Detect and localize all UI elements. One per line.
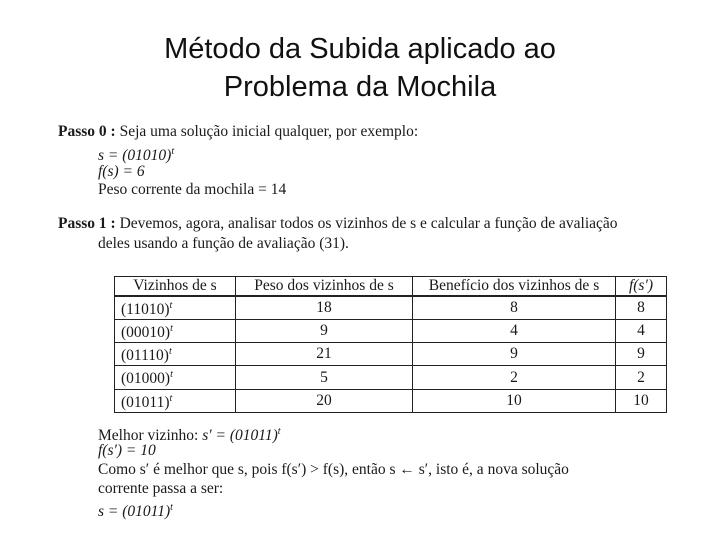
header-benefit: Benefício dos vizinhos de s [413, 277, 616, 297]
final-solution [98, 498, 173, 522]
step0-text: Seja uma solução inicial qualquer, por exemplo: [115, 123, 419, 140]
neighbor-sup: t [168, 346, 172, 358]
step0-s-value: s = (01010) [98, 147, 172, 165]
slide-title-line-1: Método da Subida aplicado ao [164, 33, 556, 65]
neighbor-value: (01000) [121, 370, 171, 388]
cell-benefit: 2 [413, 366, 616, 389]
step0-sep: : [106, 123, 116, 140]
table-header-row [115, 277, 667, 297]
cell-weight: 5 [236, 366, 413, 389]
table-row [115, 320, 667, 343]
cell-weight: 9 [236, 320, 413, 343]
step1-text-line2: deles usando a função de avaliação (31). [98, 235, 349, 252]
step0-label: Passo 0 [58, 123, 107, 140]
table-row [115, 343, 667, 366]
cell-f: 9 [616, 343, 667, 366]
step0-weight: Peso corrente da mochila = 14 [98, 181, 287, 198]
final-solution-sup: t [170, 502, 173, 513]
cell-f: 4 [616, 320, 667, 343]
cell-f: 8 [616, 296, 667, 320]
table-row [115, 366, 667, 389]
neighbor-sup: t [169, 300, 173, 311]
best-neighbor-sup: t [277, 426, 281, 437]
neighbor-sup: t [169, 392, 173, 404]
header-neighbors: Vizinhos de s [115, 277, 236, 297]
step1-text-line1: Devemos, agora, analisar todos os vizinhos de s e calcular a função de avaliação [115, 215, 618, 232]
best-neighbor-label: Melhor vizinho: [98, 427, 203, 445]
final-solution-value: s = (01011) [98, 503, 171, 521]
best-neighbor-value: s′ = (01011) [202, 427, 278, 445]
cell-weight: 20 [236, 389, 413, 412]
neighbor-value: (00010) [121, 324, 171, 342]
header-weight: Peso dos vizinhos de s [236, 277, 413, 297]
slide-title-line-2: Problema da Mochila [223, 71, 497, 103]
cell-neighbor [115, 389, 236, 412]
neighbor-value: (01011) [121, 393, 170, 411]
cell-benefit: 10 [413, 389, 616, 412]
step1-sep: : [106, 215, 116, 232]
cell-weight: 18 [236, 296, 413, 320]
cell-benefit: 9 [413, 343, 616, 366]
step0-s-sup: t [171, 146, 175, 157]
neighbor-value: (01110) [121, 347, 169, 365]
step1-label: Passo 1 [58, 215, 107, 232]
step1-heading [58, 214, 618, 234]
compare-line-2: corrente passa a ser: [98, 480, 224, 497]
cell-weight: 21 [236, 343, 413, 366]
slide-title [0, 30, 720, 106]
cell-neighbor [115, 366, 236, 389]
step0-heading [58, 122, 418, 142]
neighbor-sup: t [170, 323, 173, 335]
cell-f: 2 [616, 366, 667, 389]
table-row [115, 296, 667, 320]
cell-neighbor [115, 296, 236, 320]
cell-benefit: 4 [413, 320, 616, 343]
cell-f: 10 [616, 389, 667, 412]
cell-benefit: 8 [413, 296, 616, 320]
step0-fs: f(s) = 6 [98, 163, 145, 180]
table-row [115, 389, 667, 412]
cell-neighbor [115, 343, 236, 366]
compare-line-1: Como s′ é melhor que s, pois f(s′) > f(s), então s ← s′, isto é, a nova solução [98, 461, 569, 478]
header-f: f(s′) [616, 277, 667, 297]
neighbor-sup: t [170, 369, 173, 381]
neighbor-value: (11010) [121, 301, 170, 319]
f-best-line: f(s′) = 10 [98, 442, 156, 459]
cell-neighbor [115, 320, 236, 343]
neighbors-table [114, 276, 667, 413]
